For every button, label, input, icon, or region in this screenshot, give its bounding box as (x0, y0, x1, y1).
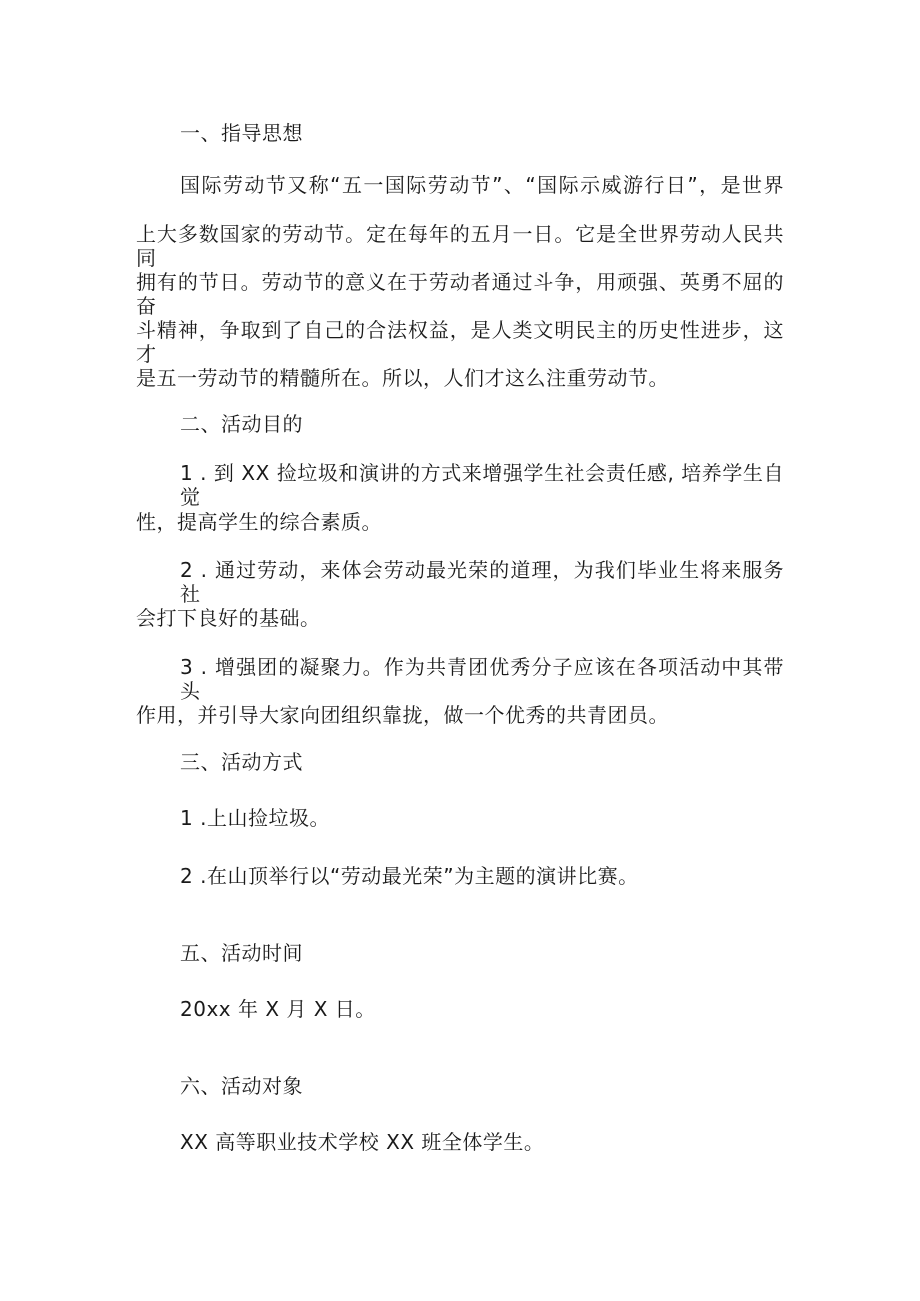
activity-target-value: XX 高等职业技术学校 XX 班全体学生。 (180, 1130, 545, 1154)
list-item-line: 2 . 通过劳动，来体会劳动最光荣的道理，为我们毕业生将来服务社 (180, 558, 784, 606)
section-heading-activity-time: 五、活动时间 (180, 941, 303, 965)
activity-time-value: 20xx 年 X 月 X 日。 (180, 997, 376, 1021)
list-item-line: 作用，并引导大家向团组织靠拢，做一个优秀的共青团员。 (136, 703, 669, 727)
paragraph-line: 斗精神，争取到了自己的合法权益，是人类文明民主的历史性进步，这才 (136, 318, 784, 366)
list-item-line: 3 . 增强团的凝聚力。作为共青团优秀分子应该在各项活动中其带头 (180, 655, 784, 703)
section-heading-activity-target: 六、活动对象 (180, 1074, 303, 1098)
list-item: 1 .上山捡垃圾。 (180, 806, 330, 830)
list-item: 2 .在山顶举行以“劳动最光荣”为主题的演讲比赛。 (180, 864, 639, 888)
section-heading-activity-purpose: 二、活动目的 (180, 412, 303, 436)
list-item-line: 性，提高学生的综合素质。 (136, 510, 382, 534)
paragraph-line: 上大多数国家的劳动节。定在每年的五月一日。它是全世界劳动人民共同 (136, 222, 784, 270)
list-item-line: 1 . 到 XX 捡垃圾和演讲的方式来增强学生社会责任感, 培养学生自觉 (180, 461, 784, 509)
paragraph-line: 国际劳动节又称“五一国际劳动节”、“国际示威游行日”，是世界 (180, 173, 784, 197)
section-heading-guiding-ideology: 一、指导思想 (180, 121, 303, 145)
paragraph-line: 是五一劳动节的精髓所在。所以，人们才这么注重劳动节。 (136, 366, 669, 390)
list-item-line: 会打下良好的基础。 (136, 606, 321, 630)
section-heading-activity-method: 三、活动方式 (180, 750, 303, 774)
paragraph-line: 拥有的节日。劳动节的意义在于劳动者通过斗争，用顽强、英勇不屈的奋 (136, 270, 784, 318)
